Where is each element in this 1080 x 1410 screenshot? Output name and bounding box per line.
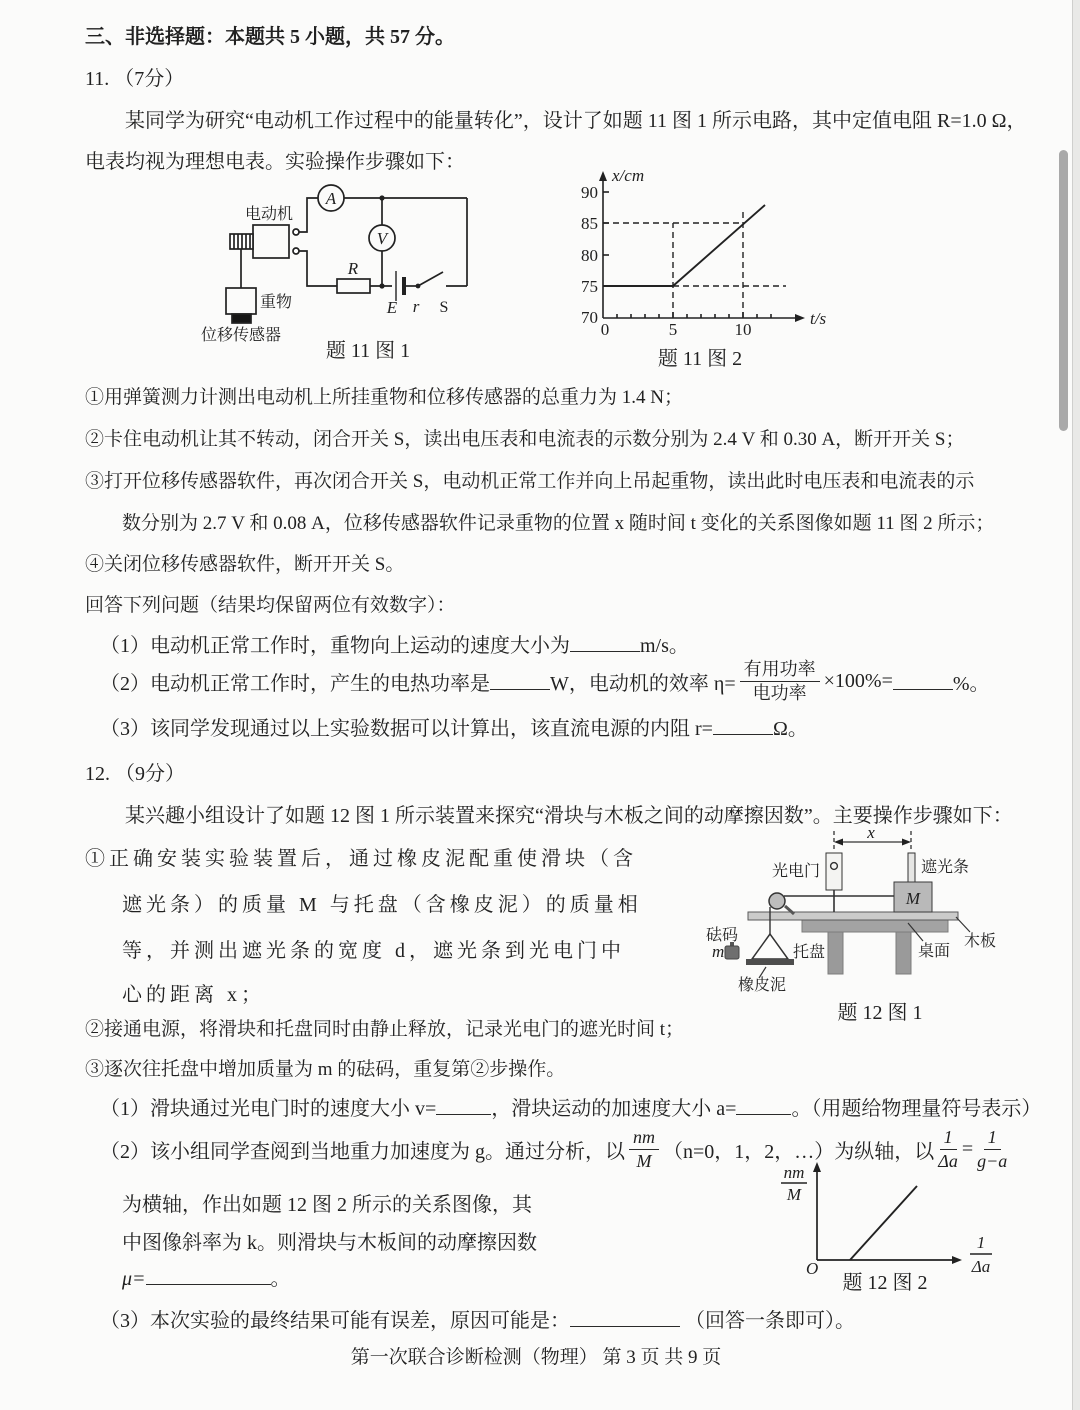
- q12-part1-text3: 。（用题给物理量符号表示）: [791, 1098, 1042, 1120]
- q11-part2-text4: %。: [952, 672, 990, 695]
- q11-part3: [100, 712, 808, 741]
- q11-part3-text: （3）该同学发现通过以上实验数据可以计算出，该直流电源的内阻 r=: [100, 718, 713, 740]
- sensor-block: [232, 314, 251, 323]
- q11-step2: ②卡住电动机让其不转动，闭合开关 S，读出电压表和电流表的示数分别为 2.4 V 和 0.30 A，断开开关 S；: [85, 429, 965, 450]
- q12-part2-text1: （2）该小组同学查阅到当地重力加速度为 g。通过分析，以: [100, 1140, 625, 1163]
- q11-part2-text1: （2）电动机正常工作时，产生的电热功率是: [100, 672, 490, 695]
- efficiency-fraction-num: 有用功率: [740, 658, 820, 682]
- q11-part3-blank: [713, 717, 773, 735]
- tray: [752, 934, 788, 959]
- tray-label: 托盘: [793, 944, 826, 961]
- q11-part3-unit: Ω。: [772, 718, 808, 740]
- graph-ylabel-num: nm: [783, 1163, 805, 1182]
- q11-xt-graph: [560, 165, 860, 337]
- q11-step4: ④关闭位移传感器软件，断开开关 S。: [85, 554, 405, 575]
- x-distance-label: x: [867, 823, 875, 842]
- y-axis-label: x/cm: [612, 166, 645, 185]
- q11-part1-unit: m/s。: [640, 635, 689, 657]
- q12-part2-line4: [122, 1262, 291, 1291]
- q12-part2-equals: =: [961, 1137, 974, 1160]
- q12-part2-blank: [146, 1267, 271, 1285]
- data-line: [603, 205, 765, 286]
- q12-number: 12. （9分）: [85, 763, 185, 785]
- emf-label: E: [386, 298, 398, 317]
- q12-step2: ②接通电源，将滑块和托盘同时由静止释放，记录光电门的遮光时间 t；: [85, 1019, 685, 1040]
- switch-label: S: [439, 299, 449, 316]
- ga-den: g−a: [977, 1150, 1008, 1171]
- graph-xlabel-den: Δa: [971, 1257, 991, 1276]
- q12-step1-line1: ①正确安装实验装置后，通过橡皮泥配重使滑块（含: [85, 848, 637, 870]
- nm-den: M: [636, 1150, 652, 1171]
- q12-part1: [100, 1092, 1041, 1121]
- photogate: [826, 853, 842, 890]
- ytick-85: 85: [581, 214, 598, 233]
- resistor-label: R: [347, 259, 359, 278]
- ytick-70: 70: [581, 308, 598, 327]
- voltmeter-letter: V: [376, 229, 388, 248]
- q11-step3-line2: 数分别为 2.7 V 和 0.08 A，位移传感器软件记录重物的位置 x 随时间 t 变化的关系图像如题 11 图 2 所示；: [122, 513, 995, 534]
- q12-part3-text: （3）本次实验的最终结果可能有误差，原因可能是：: [100, 1310, 570, 1332]
- clay-label: 橡皮泥: [738, 977, 787, 994]
- table-leg: [828, 932, 843, 974]
- q12-step1-line2: 遮光条）的质量 M 与托盘（含橡皮泥）的质量相: [122, 894, 642, 916]
- q12-part3-note: （回答一条即可）。: [685, 1310, 855, 1332]
- q12-part2-period: 。: [270, 1268, 291, 1290]
- q12-intro: 某兴趣小组设计了如题 12 图 1 所示装置来探究“滑块与木板之间的动摩擦因数”。主要操作步骤如下：: [125, 805, 1013, 827]
- nm-num: nm: [629, 1126, 659, 1150]
- efficiency-fraction: [740, 658, 820, 704]
- weight-block: [226, 288, 256, 314]
- q12-part2-line3: 中图像斜率为 k。则滑块与木板间的动摩擦因数: [122, 1232, 537, 1254]
- motor-label: 电动机: [245, 206, 294, 223]
- origin-label: O: [806, 1259, 819, 1278]
- strip-label: 遮光条: [921, 859, 970, 876]
- q11-part2: [100, 652, 990, 710]
- q12-part2-text2: （n=0，1，2，…）为纵轴，以: [663, 1140, 935, 1163]
- xtick-10: 10: [734, 320, 752, 339]
- x-axis-label: t/s: [810, 309, 827, 328]
- q12-fig1-caption: 题 12 图 1: [837, 1002, 923, 1024]
- q12-part2-line2: 为横轴，作出如题 12 图 2 所示的关系图像，其: [122, 1194, 532, 1216]
- weights-symbol: m: [712, 942, 725, 961]
- sensor-label: 位移传感器: [201, 327, 282, 344]
- pulley: [769, 893, 785, 909]
- q12-step3: ③逐次往托盘中增加质量为 m 的砝码，重复第②步操作。: [85, 1059, 566, 1080]
- q12-part3: [100, 1304, 855, 1333]
- block-label: M: [905, 889, 921, 908]
- graph-ylabel-den: M: [786, 1185, 802, 1204]
- q12-part1-blank1: [436, 1097, 491, 1115]
- q12-step1-line4: 心的距离 x；: [122, 984, 265, 1006]
- wooden-board: [748, 912, 958, 920]
- efficiency-fraction-den: 电功率: [752, 682, 807, 703]
- q11-intro-line2: 电表均视为理想电表。实验操作步骤如下：: [85, 151, 465, 173]
- page-footer: 第一次联合诊断检测（物理） 第 3 页 共 9 页: [350, 1347, 722, 1368]
- table-label: 桌面: [918, 943, 951, 960]
- q11-part2-blank2: [893, 672, 953, 690]
- q11-step3-line1: ③打开位移传感器软件，再次闭合开关 S，电动机正常工作并向上吊起重物，读出此时电压表和电流表的示: [85, 471, 975, 492]
- data-line: [850, 1186, 917, 1260]
- clay-plate: [746, 959, 794, 965]
- q12-fig2-caption: 题 12 图 2: [842, 1272, 928, 1294]
- mu-label: μ=: [122, 1268, 146, 1290]
- switch-symbol: [418, 272, 443, 286]
- q11-part1-text: （1）电动机正常工作时，重物向上运动的速度大小为: [100, 635, 570, 657]
- board-label: 木板: [964, 933, 997, 950]
- motor-box: [253, 225, 289, 258]
- xtick-0: 0: [600, 320, 610, 339]
- q11-part2-text3: ×100%=: [823, 669, 893, 692]
- graph-xlabel-num: 1: [976, 1233, 986, 1252]
- weights-label: 砝码: [706, 927, 739, 944]
- da-den: Δa: [938, 1150, 958, 1171]
- scrollbar-thumb[interactable]: [1059, 150, 1068, 431]
- ytick-90: 90: [581, 183, 598, 202]
- ga-num: 1: [984, 1126, 1001, 1150]
- weight-label: 重物: [260, 294, 293, 311]
- q12-apparatus-diagram: [690, 823, 1020, 994]
- table-surface: [802, 920, 948, 932]
- q11-number: 11. （7分）: [85, 68, 185, 90]
- q12-step1-line3: 等，并测出遮光条的宽度 d，遮光条到光电门中: [122, 940, 625, 962]
- da-num: 1: [940, 1126, 957, 1150]
- q11-fig1-caption: 题 11 图 1: [325, 340, 411, 362]
- nm-over-M-fraction: [629, 1126, 659, 1172]
- xtick-5: 5: [668, 320, 678, 339]
- q11-circuit-diagram: [200, 168, 500, 358]
- internal-r-label: r: [412, 297, 420, 316]
- q11-intro-line1: 某同学为研究“电动机工作过程中的能量转化”，设计了如题 11 图 1 所示电路，其中定值电阻 R=1.0 Ω，: [125, 110, 1027, 132]
- table-leg: [896, 932, 911, 974]
- q12-part1-blank2: [736, 1097, 791, 1115]
- q11-answer-intro: 回答下列问题（结果均保留两位有效数字）：: [85, 595, 456, 616]
- light-strip: [908, 853, 915, 882]
- q12-part1-text2: ，滑块运动的加速度大小 a=: [491, 1098, 737, 1120]
- ytick-80: 80: [581, 246, 598, 265]
- q11-fig2-caption: 题 11 图 2: [657, 348, 743, 370]
- resistor-symbol: [337, 279, 370, 293]
- ammeter-letter: A: [325, 189, 337, 208]
- q11-part2-blank1: [490, 672, 550, 690]
- photogate-label: 光电门: [771, 863, 820, 880]
- q12-part1-text1: （1）滑块通过光电门时的速度大小 v=: [100, 1098, 437, 1120]
- q11-part1-blank: [570, 634, 640, 652]
- q11-step1: ①用弹簧测力计测出电动机上所挂重物和位移传感器的总重力为 1.4 N；: [85, 387, 683, 408]
- q12-part3-blank: [570, 1309, 680, 1327]
- section-header: 三、非选择题：本题共 5 小题，共 57 分。: [85, 26, 455, 48]
- q11-part2-text2: W，电动机的效率 η=: [550, 672, 736, 695]
- ytick-75: 75: [581, 277, 598, 296]
